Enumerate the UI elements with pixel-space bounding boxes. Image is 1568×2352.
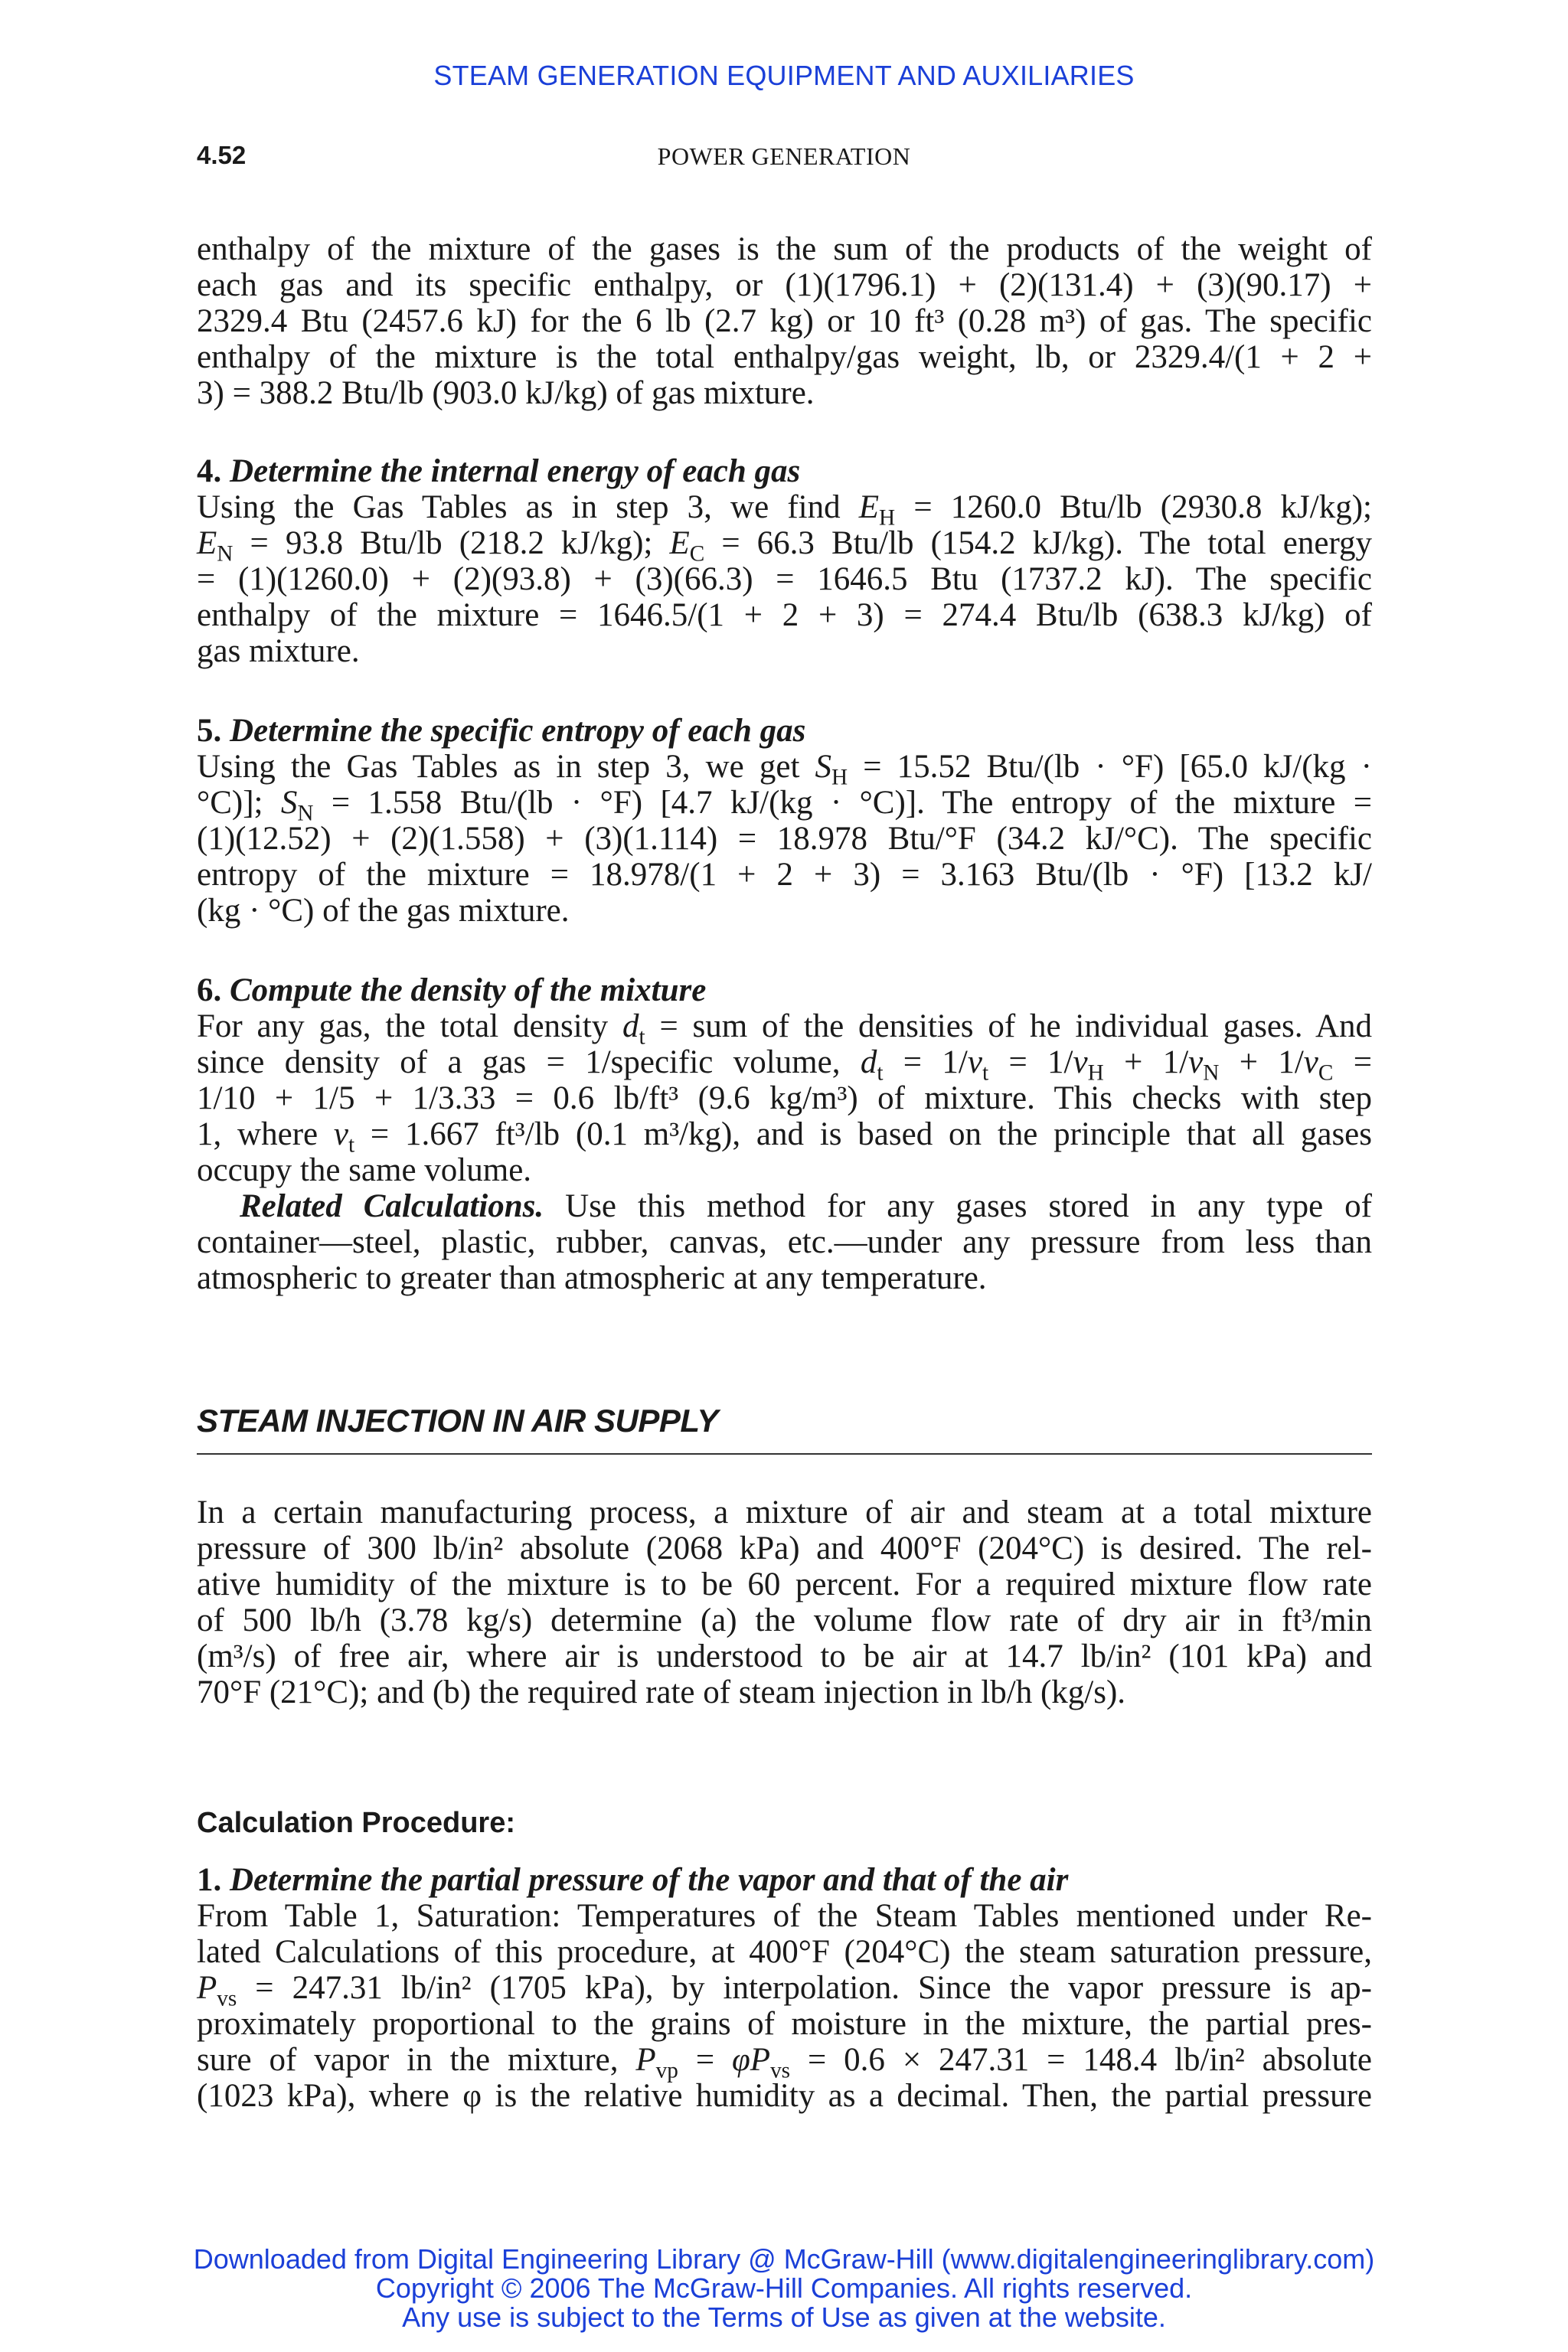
step-title: Determine the partial pressure of the vapor and that of the air xyxy=(230,1862,1069,1898)
related-calculations-text: Use this method for any gases stored in any type of xyxy=(565,1188,1373,1224)
body-line: (1023 kPa), where φ is the relative humidity as a decimal. Then, the partial pressure xyxy=(197,2078,1372,2114)
body-line: occupy the same volume. xyxy=(197,1152,532,1188)
footer-terms: Any use is subject to the Terms of Use as given at the website. xyxy=(402,2301,1166,2333)
step-number: 5. xyxy=(197,713,222,749)
body-line: proximately proportional to the grains of moisture in the mixture, the partial pres- xyxy=(197,2006,1372,2042)
step-heading xyxy=(197,453,1372,489)
body-line: each gas and its specific enthalpy, or (1)(1796.1) + (2)(131.4) + (3)(90.17) + xyxy=(197,267,1372,303)
body-line: (kg · °C) of the gas mixture. xyxy=(197,893,570,929)
section-divider xyxy=(197,1453,1372,1455)
footer-download-link[interactable]: Downloaded from Digital Engineering Library @ McGraw-Hill (www.digitalengineeringlibrary.com) xyxy=(193,2243,1375,2275)
body-line: 2329.4 Btu (2457.6 kJ) for the 6 lb (2.7 kg) or 10 ft³ (0.28 m³) of gas. The specific xyxy=(197,303,1372,339)
body-line: enthalpy of the mixture = 1646.5/(1 + 2 + 3) = 274.4 Btu/lb (638.3 kJ/kg) of xyxy=(197,597,1372,633)
document-banner: STEAM GENERATION EQUIPMENT AND AUXILIARIES xyxy=(433,60,1135,91)
body-line: $E_N = 93.8$ Btu/lb (218.2 kJ/kg); $E_C = 66.3$ Btu/lb (154.2 kJ/kg). The total energy xyxy=(197,525,1372,567)
body-line: ative humidity of the mixture is to be 60 percent. For a required mixture flow rate xyxy=(197,1566,1372,1602)
body-line: 1/10 + 1/5 + 1/3.33 = 0.6 lb/ft³ (9.6 kg/m³) of mixture. This checks with step xyxy=(197,1080,1372,1116)
section-title: STEAM INJECTION IN AIR SUPPLY xyxy=(197,1403,718,1439)
body-line: entropy of the mixture = 18.978/(1 + 2 + 3) = 3.163 Btu/(lb · °F) [13.2 kJ/ xyxy=(197,857,1372,893)
step-title: Determine the internal energy of each gas xyxy=(230,453,801,489)
body-line: container—steel, plastic, rubber, canvas, etc.—under any pressure from less than xyxy=(197,1224,1372,1260)
body-line: = (1)(1260.0) + (2)(93.8) + (3)(66.3) = 1646.5 Btu (1737.2 kJ). The specific xyxy=(197,561,1372,597)
step-title: Determine the specific entropy of each gas xyxy=(230,713,806,749)
body-line: In a certain manufacturing process, a mixture of air and steam at a total mixture xyxy=(197,1494,1372,1530)
step-heading xyxy=(197,1862,1372,1898)
step-heading xyxy=(197,713,1372,749)
body-line: sure of vapor in the mixture, $P_{vp} = \varphi P_{vs} = 0.6 \times 247.31 = 148.4$ lb/in² absolute xyxy=(197,2042,1372,2083)
body-line: 3) = 388.2 Btu/lb (903.0 kJ/kg) of gas mixture. xyxy=(197,375,815,411)
step-number: 6. xyxy=(197,972,222,1008)
step-title: Compute the density of the mixture xyxy=(230,972,707,1008)
body-line: enthalpy of the mixture of the gases is the sum of the products of the weight of xyxy=(197,231,1372,267)
body-line: 70°F (21°C); and (b) the required rate of steam injection in lb/h (kg/s). xyxy=(197,1674,1126,1710)
body-line: Using the Gas Tables as in step 3, we find $E_H = 1260.0$ Btu/lb (2930.8 kJ/kg); xyxy=(197,489,1372,531)
running-head: POWER GENERATION xyxy=(657,142,911,170)
step-number: 4. xyxy=(197,453,222,489)
calculation-procedure-heading: Calculation Procedure: xyxy=(197,1807,515,1839)
body-line: (m³/s) of free air, where air is understood to be air at 14.7 lb/in² (101 kPa) and xyxy=(197,1638,1372,1674)
footer-copyright: Copyright © 2006 The McGraw-Hill Companies. All rights reserved. xyxy=(375,2272,1193,2304)
body-line: since density of a gas = 1/specific volume, $d_t = 1/v_t = 1/v_H + 1/v_N + 1/v_C$ = xyxy=(197,1044,1372,1086)
body-line: enthalpy of the mixture is the total enthalpy/gas weight, lb, or 2329.4/(1 + 2 + xyxy=(197,339,1372,375)
body-line: $P_{vs} = 247.31$ lb/in² (1705 kPa), by interpolation. Since the vapor pressure is ap- xyxy=(197,1970,1372,2011)
body-line: From Table 1, Saturation: Temperatures of the Steam Tables mentioned under Re- xyxy=(197,1898,1372,1934)
body-line: Using the Gas Tables as in step 3, we get $S_H = 15.52$ Btu/(lb · °F) [65.0 kJ/(kg · xyxy=(197,749,1372,790)
body-line: gas mixture. xyxy=(197,633,360,669)
related-calculations-line xyxy=(197,1188,1372,1224)
body-line: °C)]; $S_N = 1.558$ Btu/(lb · °F) [4.7 kJ/(kg · °C)]. The entropy of the mixture = xyxy=(197,785,1372,826)
body-line: 1, where $v_t = 1.667$ ft³/lb (0.1 m³/kg), and is based on the principle that all gases xyxy=(197,1116,1372,1158)
body-line: atmospheric to greater than atmospheric at any temperature. xyxy=(197,1260,987,1296)
body-line: (1)(12.52) + (2)(1.558) + (3)(1.114) = 18.978 Btu/°F (34.2 kJ/°C). The specific xyxy=(197,821,1372,857)
body-line: lated Calculations of this procedure, at 400°F (204°C) the steam saturation pressure, xyxy=(197,1934,1372,1970)
page-number: 4.52 xyxy=(197,141,247,169)
related-calculations-label: Related Calculations. xyxy=(240,1188,544,1224)
body-line: of 500 lb/h (3.78 kg/s) determine (a) the volume flow rate of dry air in ft³/min xyxy=(197,1602,1372,1638)
body-line: For any gas, the total density $d_t$ = sum of the densities of he individual gases. And xyxy=(197,1008,1373,1050)
step-number: 1. xyxy=(197,1862,222,1898)
step-heading xyxy=(197,972,1372,1008)
body-line: pressure of 300 lb/in² absolute (2068 kPa) and 400°F (204°C) is desired. The rel- xyxy=(197,1530,1372,1566)
